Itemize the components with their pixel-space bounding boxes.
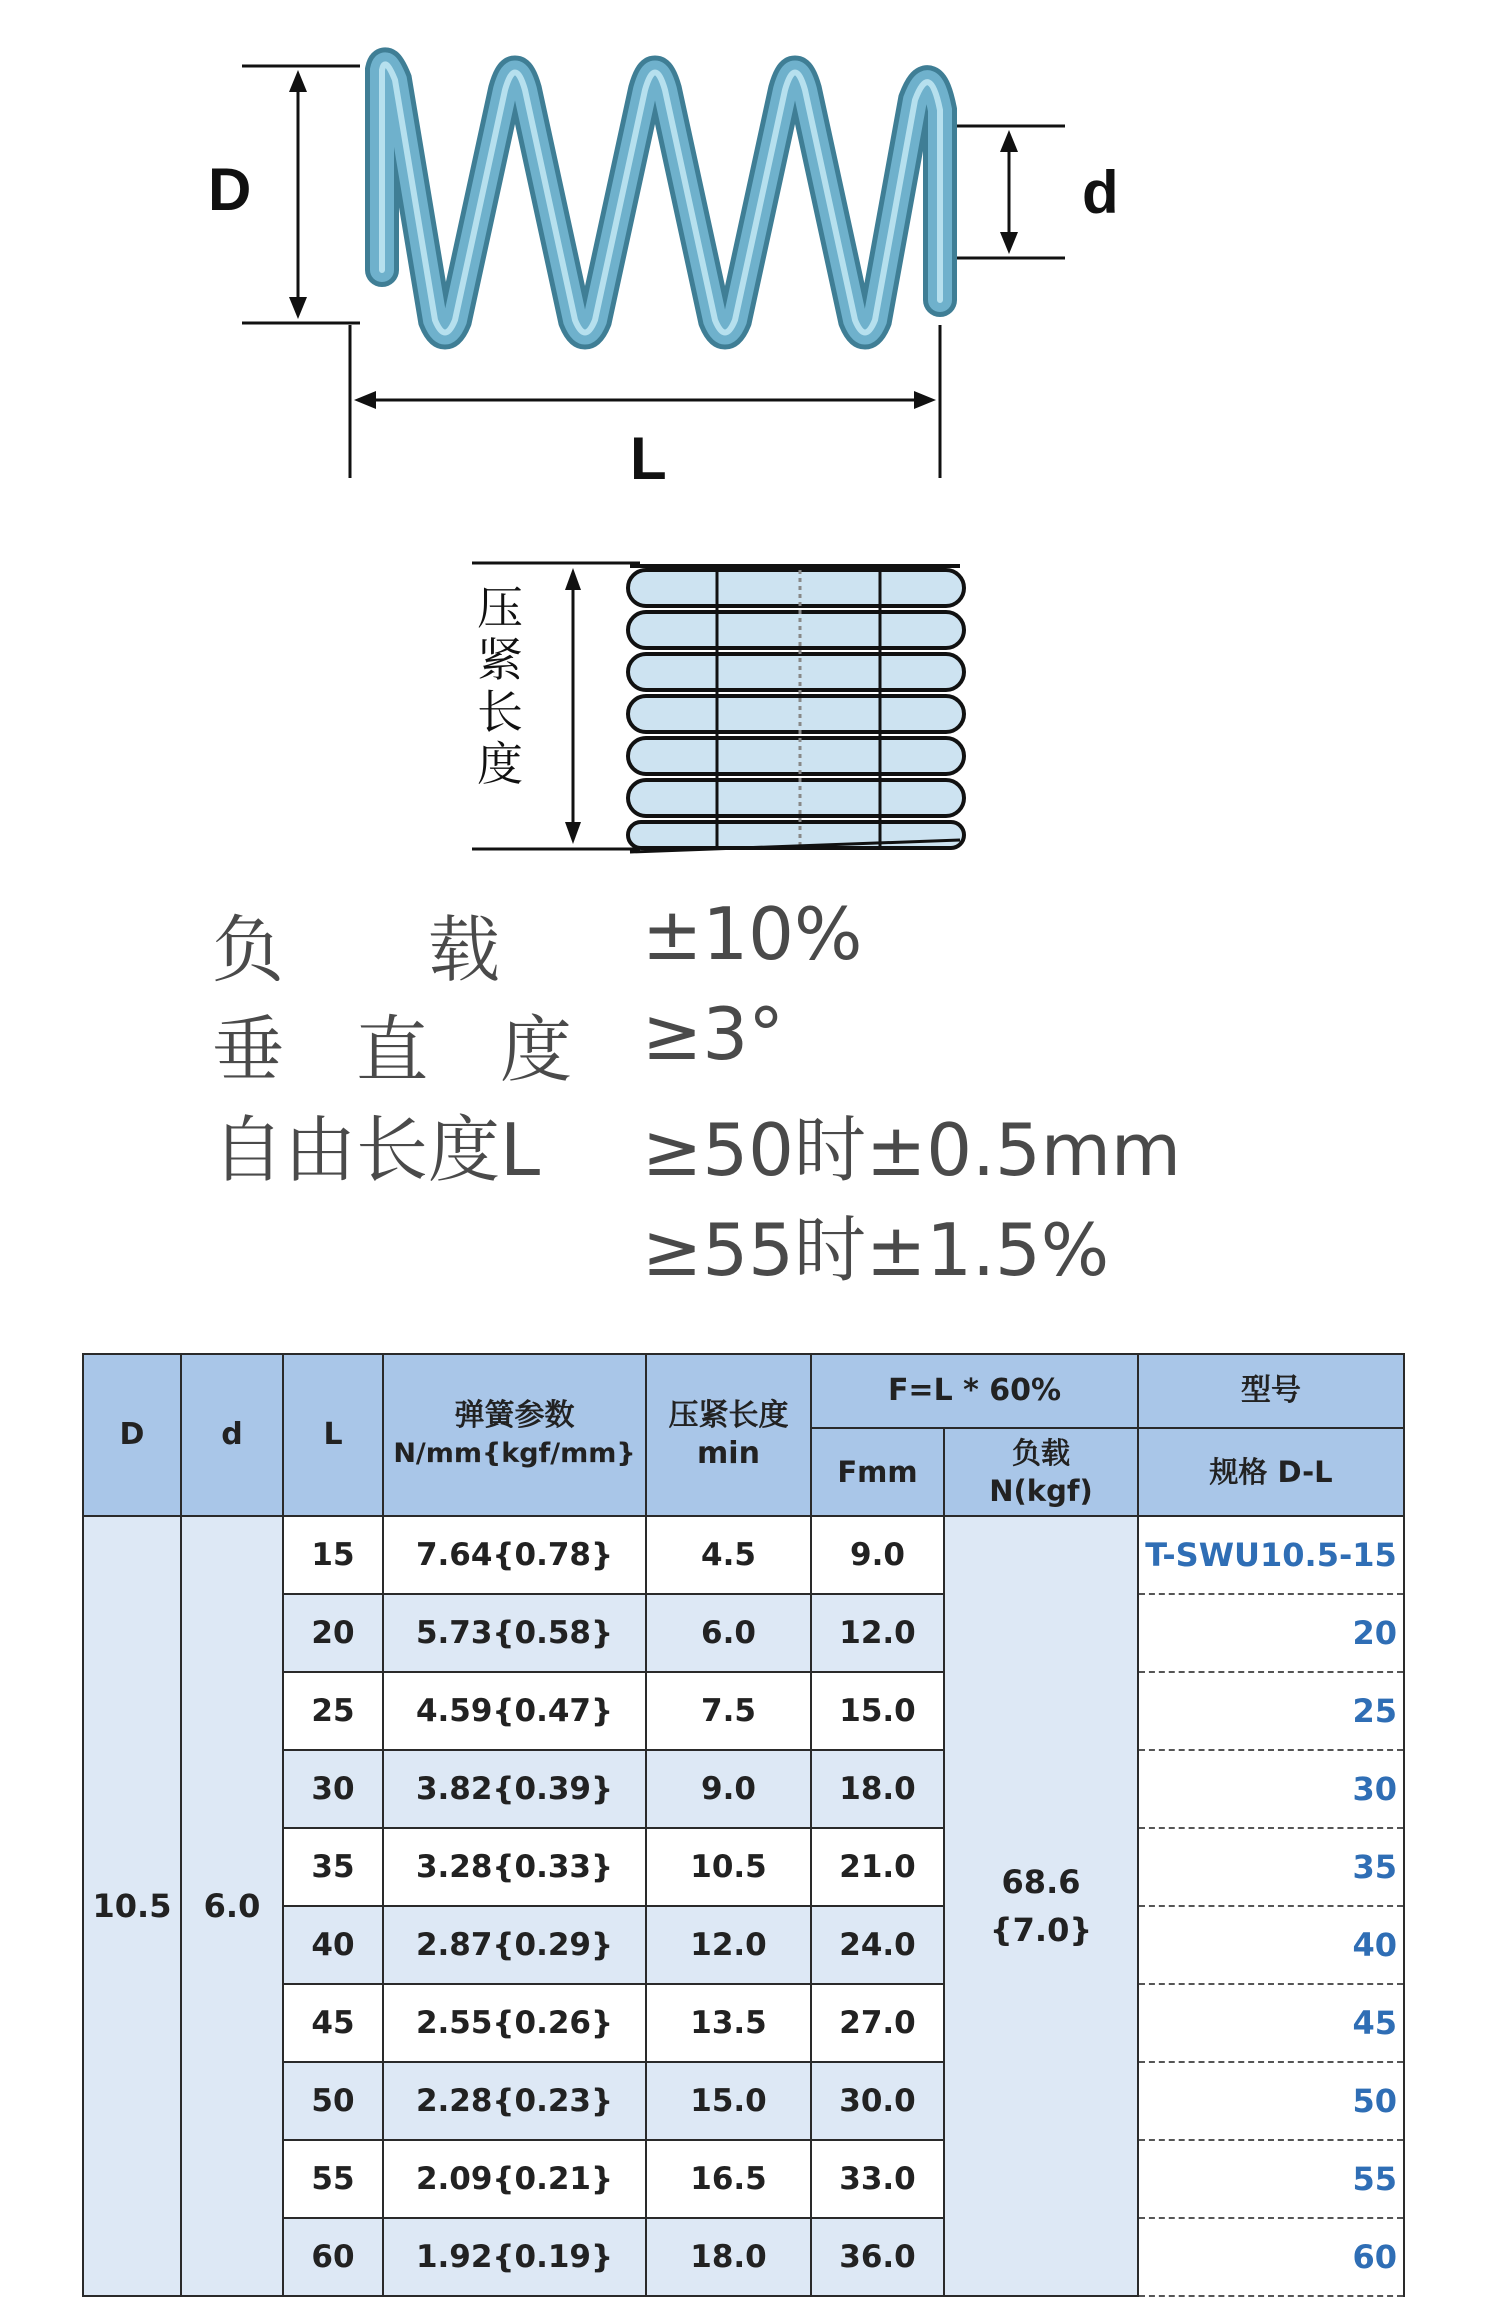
spring-spec-table — [82, 1353, 1405, 2297]
header-solid-length — [646, 1354, 811, 1516]
cell-L: 55 — [283, 2140, 383, 2218]
compressed-spring-illustration — [0, 540, 1500, 860]
header-model-sub: 规格 D-L — [1138, 1428, 1404, 1516]
solid-length-char: 压 — [477, 581, 523, 635]
table-body — [83, 1516, 1404, 2296]
header-D: D — [83, 1354, 181, 1516]
cell-rate: 3.82{0.39} — [383, 1750, 646, 1828]
solid-length-char: 度 — [477, 737, 523, 791]
cell-model: T-SWU10.5-15 — [1138, 1516, 1404, 1594]
cell-model: 35 — [1138, 1828, 1404, 1906]
cell-solid: 15.0 — [646, 2062, 811, 2140]
dimension-label-wire-diameter: d — [1082, 159, 1119, 226]
cell-load — [944, 1516, 1138, 2296]
cell-model: 20 — [1138, 1594, 1404, 1672]
header-load-unit: N(kgf) — [989, 1474, 1093, 1508]
cell-rate: 2.28{0.23} — [383, 2062, 646, 2140]
cell-rate: 2.09{0.21} — [383, 2140, 646, 2218]
cell-fmm: 18.0 — [811, 1750, 944, 1828]
header-model: 型号 — [1138, 1354, 1404, 1428]
cell-load-n: 68.6 — [1001, 1863, 1081, 1901]
dimension-label-length: L — [630, 425, 667, 492]
cell-fmm: 24.0 — [811, 1906, 944, 1984]
cell-L: 45 — [283, 1984, 383, 2062]
solid-length-diagram — [0, 540, 1500, 860]
header-spring-param-label: 弹簧参数 — [454, 1398, 575, 1433]
spec-value: ≥3° — [642, 992, 785, 1076]
cell-fmm: 33.0 — [811, 2140, 944, 2218]
spec-key: 负 载 — [212, 908, 501, 992]
spec-key: 垂 直 度 — [212, 1008, 573, 1092]
cell-L: 50 — [283, 2062, 383, 2140]
header-L: L — [283, 1354, 383, 1516]
spec-row-perpendicularity — [212, 992, 785, 1096]
cell-solid: 18.0 — [646, 2218, 811, 2296]
solid-length-char: 紧 — [477, 633, 523, 687]
cell-model: 55 — [1138, 2140, 1404, 2218]
header-force-group: F=L * 60% — [811, 1354, 1138, 1428]
cell-fmm: 12.0 — [811, 1594, 944, 1672]
header-solid-length-sub: min — [697, 1436, 760, 1471]
header-spring-param-unit: N/mm{kgf/mm} — [393, 1438, 636, 1469]
header-d: d — [181, 1354, 283, 1516]
header-solid-length-label: 压紧长度 — [668, 1398, 789, 1433]
spec-row-free-length — [212, 1092, 1182, 1196]
cell-model: 40 — [1138, 1906, 1404, 1984]
spring-coils — [382, 64, 940, 332]
cell-rate: 4.59{0.47} — [383, 1672, 646, 1750]
cell-L: 35 — [283, 1828, 383, 1906]
spring-diagram — [0, 0, 1500, 500]
cell-model: 25 — [1138, 1672, 1404, 1750]
cell-fmm: 30.0 — [811, 2062, 944, 2140]
cell-solid: 13.5 — [646, 1984, 811, 2062]
cell-d-value: 6.0 — [181, 1516, 283, 2296]
cell-L: 30 — [283, 1750, 383, 1828]
header-load-label: 负载 — [1012, 1436, 1071, 1470]
header-spring-param — [383, 1354, 646, 1516]
cell-fmm: 21.0 — [811, 1828, 944, 1906]
solid-length-label — [470, 582, 530, 790]
cell-fmm: 27.0 — [811, 1984, 944, 2062]
cell-rate: 1.92{0.19} — [383, 2218, 646, 2296]
cell-fmm: 15.0 — [811, 1672, 944, 1750]
cell-solid: 6.0 — [646, 1594, 811, 1672]
cell-L: 20 — [283, 1594, 383, 1672]
cell-L: 15 — [283, 1516, 383, 1594]
spec-row-load — [212, 892, 863, 996]
spec-value: ≥50时±0.5mm — [642, 1108, 1182, 1192]
cell-L: 60 — [283, 2218, 383, 2296]
cell-solid: 10.5 — [646, 1828, 811, 1906]
cell-solid: 7.5 — [646, 1672, 811, 1750]
spec-value: ±10% — [642, 892, 863, 976]
header-fmm: Fmm — [811, 1428, 944, 1516]
cell-solid: 9.0 — [646, 1750, 811, 1828]
cell-rate: 2.55{0.26} — [383, 1984, 646, 2062]
spec-key: 自由长度L — [212, 1108, 541, 1192]
cell-L: 40 — [283, 1906, 383, 1984]
spec-row-free-length-2 — [212, 1192, 1110, 1292]
cell-rate: 2.87{0.29} — [383, 1906, 646, 1984]
cell-rate: 5.73{0.58} — [383, 1594, 646, 1672]
cell-L: 25 — [283, 1672, 383, 1750]
cell-model: 45 — [1138, 1984, 1404, 2062]
dimension-label-outer-diameter: D — [208, 156, 252, 223]
header-load — [944, 1428, 1138, 1516]
cell-rate: 7.64{0.78} — [383, 1516, 646, 1594]
cell-model: 60 — [1138, 2218, 1404, 2296]
cell-fmm: 9.0 — [811, 1516, 944, 1594]
cell-model: 30 — [1138, 1750, 1404, 1828]
cell-solid: 4.5 — [646, 1516, 811, 1594]
spring-illustration — [0, 0, 1500, 500]
cell-D-value: 10.5 — [83, 1516, 181, 2296]
cell-load-kgf: {7.0} — [989, 1911, 1093, 1949]
table-row — [83, 1516, 1404, 1594]
cell-solid: 12.0 — [646, 1906, 811, 1984]
cell-rate: 3.28{0.33} — [383, 1828, 646, 1906]
cell-fmm: 36.0 — [811, 2218, 944, 2296]
cell-solid: 16.5 — [646, 2140, 811, 2218]
cell-model: 50 — [1138, 2062, 1404, 2140]
solid-length-char: 长 — [477, 685, 523, 739]
spec-value: ≥55时±1.5% — [642, 1208, 1110, 1292]
